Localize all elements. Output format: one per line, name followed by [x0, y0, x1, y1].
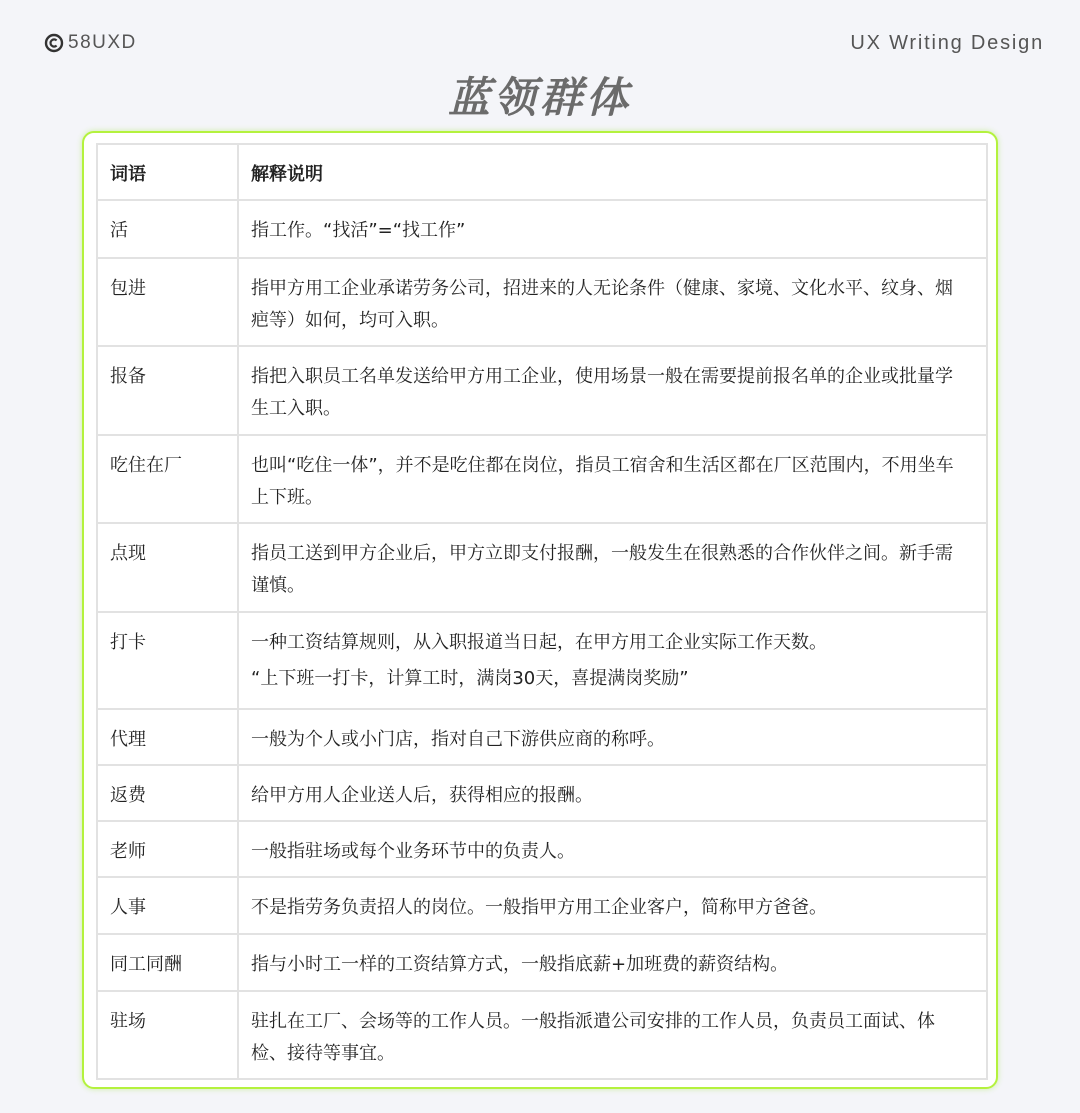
description-line: 一种工资结算规则，从入职报道当日起，在甲方用工企业实际工作天数。 [251, 632, 827, 653]
table-row [97, 435, 987, 523]
term-cell: 点现 [97, 523, 238, 612]
table-row [97, 934, 987, 991]
description-cell: 一般指驻场或每个业务环节中的负责人。 [238, 821, 987, 877]
term-cell: 人事 [97, 877, 238, 934]
term-cell: 打卡 [97, 612, 238, 709]
table-row [97, 991, 987, 1079]
header-tagline: UX Writing Design [850, 32, 1044, 54]
header-term: 词语 [97, 144, 238, 200]
description-cell: 指工作。“找活”=“找工作” [238, 200, 987, 258]
table-row [97, 612, 987, 709]
table-row [97, 709, 987, 765]
description-cell: 指把入职员工名单发送给甲方用工企业，使用场景一般在需要提前报名单的企业或批量学生工入职。 [238, 346, 987, 435]
header-description: 解释说明 [238, 144, 987, 200]
description-cell: 给甲方用人企业送人后，获得相应的报酬。 [238, 765, 987, 821]
copyright-icon [44, 33, 64, 53]
description-cell: 不是指劳务负责招人的岗位。一般指甲方用工企业客户，简称甲方爸爸。 [238, 877, 987, 934]
description-cell: 一般为个人或小门店，指对自己下游供应商的称呼。 [238, 709, 987, 765]
table-row [97, 765, 987, 821]
page-title: 蓝领群体 [447, 73, 632, 122]
description-quote: “上下班一打卡，计算工时，满岗30天，喜提满岗奖励” [251, 668, 689, 689]
term-cell: 报备 [97, 346, 238, 435]
term-cell: 驻场 [97, 991, 238, 1079]
table-row [97, 877, 987, 934]
table-row [97, 200, 987, 258]
term-cell: 老师 [97, 821, 238, 877]
description-cell: 指甲方用工企业承诺劳务公司，招进来的人无论条件（健康、家境、文化水平、纹身、烟疤等）如何，均可入职。 [238, 258, 987, 346]
description-cell: 也叫“吃住一体”，并不是吃住都在岗位，指员工宿舍和生活区都在厂区范围内，不用坐车上下班。 [238, 435, 987, 523]
table-row [97, 821, 987, 877]
brand-logo [44, 30, 137, 56]
description-cell: 指与小时工一样的工资结算方式，一般指底薪+加班费的薪资结构。 [238, 934, 987, 991]
term-cell: 吃住在厂 [97, 435, 238, 523]
description-cell: 指员工送到甲方企业后，甲方立即支付报酬，一般发生在很熟悉的合作伙伴之间。新手需谨慎。 [238, 523, 987, 612]
description-cell: 驻扎在工厂、会场等的工作人员。一般指派遣公司安排的工作人员，负责员工面试、体检、接待等事宜。 [238, 991, 987, 1079]
term-cell: 包进 [97, 258, 238, 346]
table-row [97, 523, 987, 612]
table-row [97, 346, 987, 435]
table-row [97, 258, 987, 346]
term-cell: 返费 [97, 765, 238, 821]
term-cell: 活 [97, 200, 238, 258]
term-cell: 代理 [97, 709, 238, 765]
glossary-table [96, 143, 988, 1080]
description-cell [238, 612, 987, 709]
glossary-card [82, 131, 998, 1089]
table-header-row [97, 144, 987, 200]
brand-name: 58UXD [68, 32, 137, 53]
term-cell: 同工同酬 [97, 934, 238, 991]
